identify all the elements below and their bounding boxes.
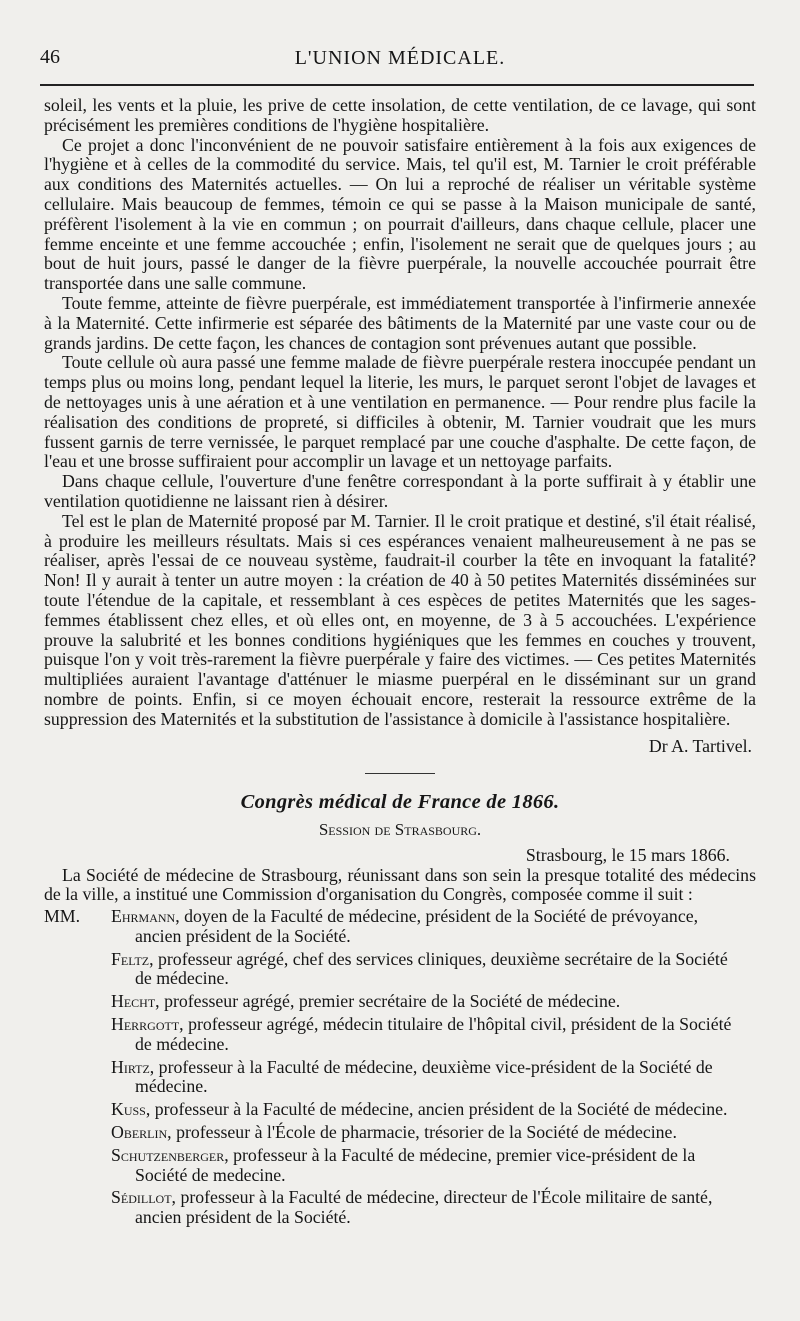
member-entry xyxy=(44,1123,756,1143)
member-description: , professeur à la Faculté de médecine, ancien président de la Société de médecine. xyxy=(145,1099,728,1120)
member-text xyxy=(111,1188,756,1228)
member-line xyxy=(111,1015,756,1035)
member-line xyxy=(111,992,756,1012)
section-title: Congrès médical de France de 1866. xyxy=(240,790,560,813)
member-description: , doyen de la Faculté de médecine, président de la Société de prévoyance, xyxy=(175,906,699,927)
entry-indent xyxy=(44,1123,111,1143)
member-description: , professeur à l'École de pharmacie, trésorier de la Société de médecine. xyxy=(167,1122,677,1143)
member-text xyxy=(111,950,756,990)
member-line xyxy=(111,950,756,970)
members-prefix: MM. xyxy=(44,906,81,927)
member-description: , professeur agrégé, chef des services cliniques, deuxième secrétaire de la Société xyxy=(149,948,728,969)
entry-indent xyxy=(44,1058,111,1098)
member-name: Sédillot xyxy=(111,1187,172,1208)
member-name: Hecht xyxy=(111,991,156,1012)
member-line xyxy=(111,1100,756,1120)
member-line xyxy=(111,1123,756,1143)
article-body xyxy=(44,96,756,1231)
paragraph: Ce projet a donc l'inconvénient de ne pouvoir satisfaire entièrement à la fois aux exigences de l'hygiène et à celles de la commodité du service. Mais, tel qu'il est, M. Tarnier le croit préférable aux conditions des Maternités actuelles. — On lui a reproché de réaliser un véritable système cellulaire. Mais beaucoup de femmes, témoin ce qui se passe à la Maison municipale de santé, préfèrent l'isolement à la vie en commun ; on pourrait d'ailleurs, dans chaque cellule, placer une femme enceinte et une femme accouchée ; enfin, l'isolement ne serait que de quelques jours ; au bout de huit jours, passé le danger de la fièvre puerpérale, la nouvelle accouchée pourrait être transportée dans une salle commune. xyxy=(44,134,756,294)
member-line-continued: ancien président de la Société. xyxy=(135,925,351,946)
member-text xyxy=(111,1015,756,1055)
member-text xyxy=(111,907,756,947)
commission-members-list xyxy=(44,907,756,1231)
entry-indent xyxy=(44,1188,111,1228)
member-name: Ehrmann xyxy=(111,906,176,927)
congress-intro: La Société de médecine de Strasbourg, réunissant dans son sein la presque totalité des médecins de la ville, a institué une Commission d'organisation du Congrès, composée comme il suit : xyxy=(44,864,756,905)
entry-indent xyxy=(44,1015,111,1055)
dateline: Strasbourg, le 15 mars 1866. xyxy=(525,844,730,865)
member-description: , professeur agrégé, premier secrétaire de la Société de médecine. xyxy=(155,991,621,1012)
page-number: 46 xyxy=(40,46,60,68)
member-text xyxy=(111,1058,756,1098)
member-line xyxy=(111,1058,756,1078)
paragraph: Toute femme, atteinte de fièvre puerpérale, est immédiatement transportée à l'infirmerie annexée à la Maternité. Cette infirmerie est séparée des bâtiments de la Maternité par une vaste cour ou de grands jardins. De cette façon, les chances de contagion sont prévenues autant que possible. xyxy=(44,292,756,353)
running-header xyxy=(40,46,760,74)
member-entry xyxy=(44,1015,756,1055)
paragraph: Dans chaque cellule, l'ouverture d'une fenêtre correspondant à la porte suffirait à y établir une ventilation quotidienne ne laissant rien à désirer. xyxy=(44,471,756,511)
entry-indent xyxy=(44,992,111,1012)
member-description: , professeur à la Faculté de médecine, directeur de l'École militaire de santé, xyxy=(171,1187,713,1208)
member-entry xyxy=(44,1100,756,1120)
session-subtitle: Session de Strasbourg. xyxy=(318,819,482,839)
entry-indent xyxy=(44,950,111,990)
paragraph: soleil, les vents et la pluie, les prive de cette insolation, de cette ventilation, de ce lavage, qui sont précisément les premières conditions de l'hygiène hospitalière. xyxy=(44,95,756,135)
member-name: Oberlin xyxy=(111,1122,168,1143)
entry-gap xyxy=(44,1228,756,1231)
paragraph: Tel est le plan de Maternité proposé par M. Tarnier. Il le croit pratique et destiné, s'il était réalisé, à produire les meilleurs résultats. Mais si ces espérances venaient malheureusement à ne pas se réaliser, après l'essai de ce nouveau système, faudrait-il courber la tête en invoquant la fatalité? Non! Il y aurait à tenter un autre moyen : la création de 40 à 50 petites Maternités disséminées sur toute l'étendue de la capitale, et ressemblant à ces espèces de petites Maternités que les sages-femmes établissent chez elles, et où elles ont, en moyenne, de 3 à 5 accouchées. L'expérience prouve la salubrité et les bonnes conditions hygiéniques que les femmes en couches y trouvent, puisque l'on y voit très-rarement la fièvre puerpérale y faire des victimes. — Ces petites Maternités multipliées auraient l'avantage d'atténuer le miasme puerpéral en le disséminant sur un grand nombre de points. Enfin, si ce moyen échouait encore, resterait la ressource extrême de la suppression des Maternités et la substitution de l'assistance à domicile à l'assistance hospitalière. xyxy=(44,510,756,729)
member-entry xyxy=(44,1146,756,1186)
member-entry xyxy=(44,992,756,1012)
header-rule xyxy=(40,84,754,86)
member-entry xyxy=(44,1188,756,1228)
member-text xyxy=(111,1100,756,1120)
member-name: Feltz xyxy=(111,948,150,969)
member-line xyxy=(111,907,756,927)
member-text xyxy=(111,992,756,1012)
member-name: Herrgott xyxy=(111,1014,180,1035)
member-entry xyxy=(44,1058,756,1098)
member-description: , professeur agrégé, médecin titulaire de l'hôpital civil, président de la Société xyxy=(179,1014,732,1035)
member-line-continued: ancien président de la Société. xyxy=(135,1207,351,1228)
member-description: , professeur à la Faculté de médecine, deuxième vice-président de la Société de xyxy=(149,1056,713,1077)
member-text xyxy=(111,1123,756,1143)
member-name: Hirtz xyxy=(111,1056,150,1077)
member-text xyxy=(111,1146,756,1186)
member-entry xyxy=(44,950,756,990)
section-divider xyxy=(365,773,435,774)
journal-title: L'UNION MÉDICALE. xyxy=(294,47,506,69)
member-line-continued: Société de medecine. xyxy=(135,1164,286,1185)
entry-indent xyxy=(44,1100,111,1120)
member-line-continued: médecine. xyxy=(135,1076,208,1097)
member-description: , professeur à la Faculté de médecine, premier vice-président de la xyxy=(224,1144,696,1165)
member-entry xyxy=(44,907,756,947)
entry-indent xyxy=(44,1146,111,1186)
member-line xyxy=(111,1188,756,1208)
author-signature: Dr A. Tartivel. xyxy=(648,735,752,756)
member-line-continued: de médecine. xyxy=(135,968,229,989)
member-line-continued: de médecine. xyxy=(135,1033,229,1054)
member-name: Kuss xyxy=(111,1099,146,1120)
paragraph: Toute cellule où aura passé une femme malade de fièvre puerpérale restera inoccupée pendant un temps plus ou moins long, pendant lequel la literie, les murs, le parquet seront l'objet de lavages et de nettoyages unis à une aération et à une ventilation en permanence. — Pour rendre plus facile la réalisation des conditions de propreté, si difficiles à obtenir, M. Tarnier voudrait que les murs fussent garnis de terre vernissée, le parquet remplacé par une couche d'asphalte. De cette façon, de l'eau et une brosse suffiraient pour accomplir un lavage et un nettoyage parfaits. xyxy=(44,352,756,472)
member-line xyxy=(111,1146,756,1166)
member-name: Schutzenberger xyxy=(111,1144,225,1165)
